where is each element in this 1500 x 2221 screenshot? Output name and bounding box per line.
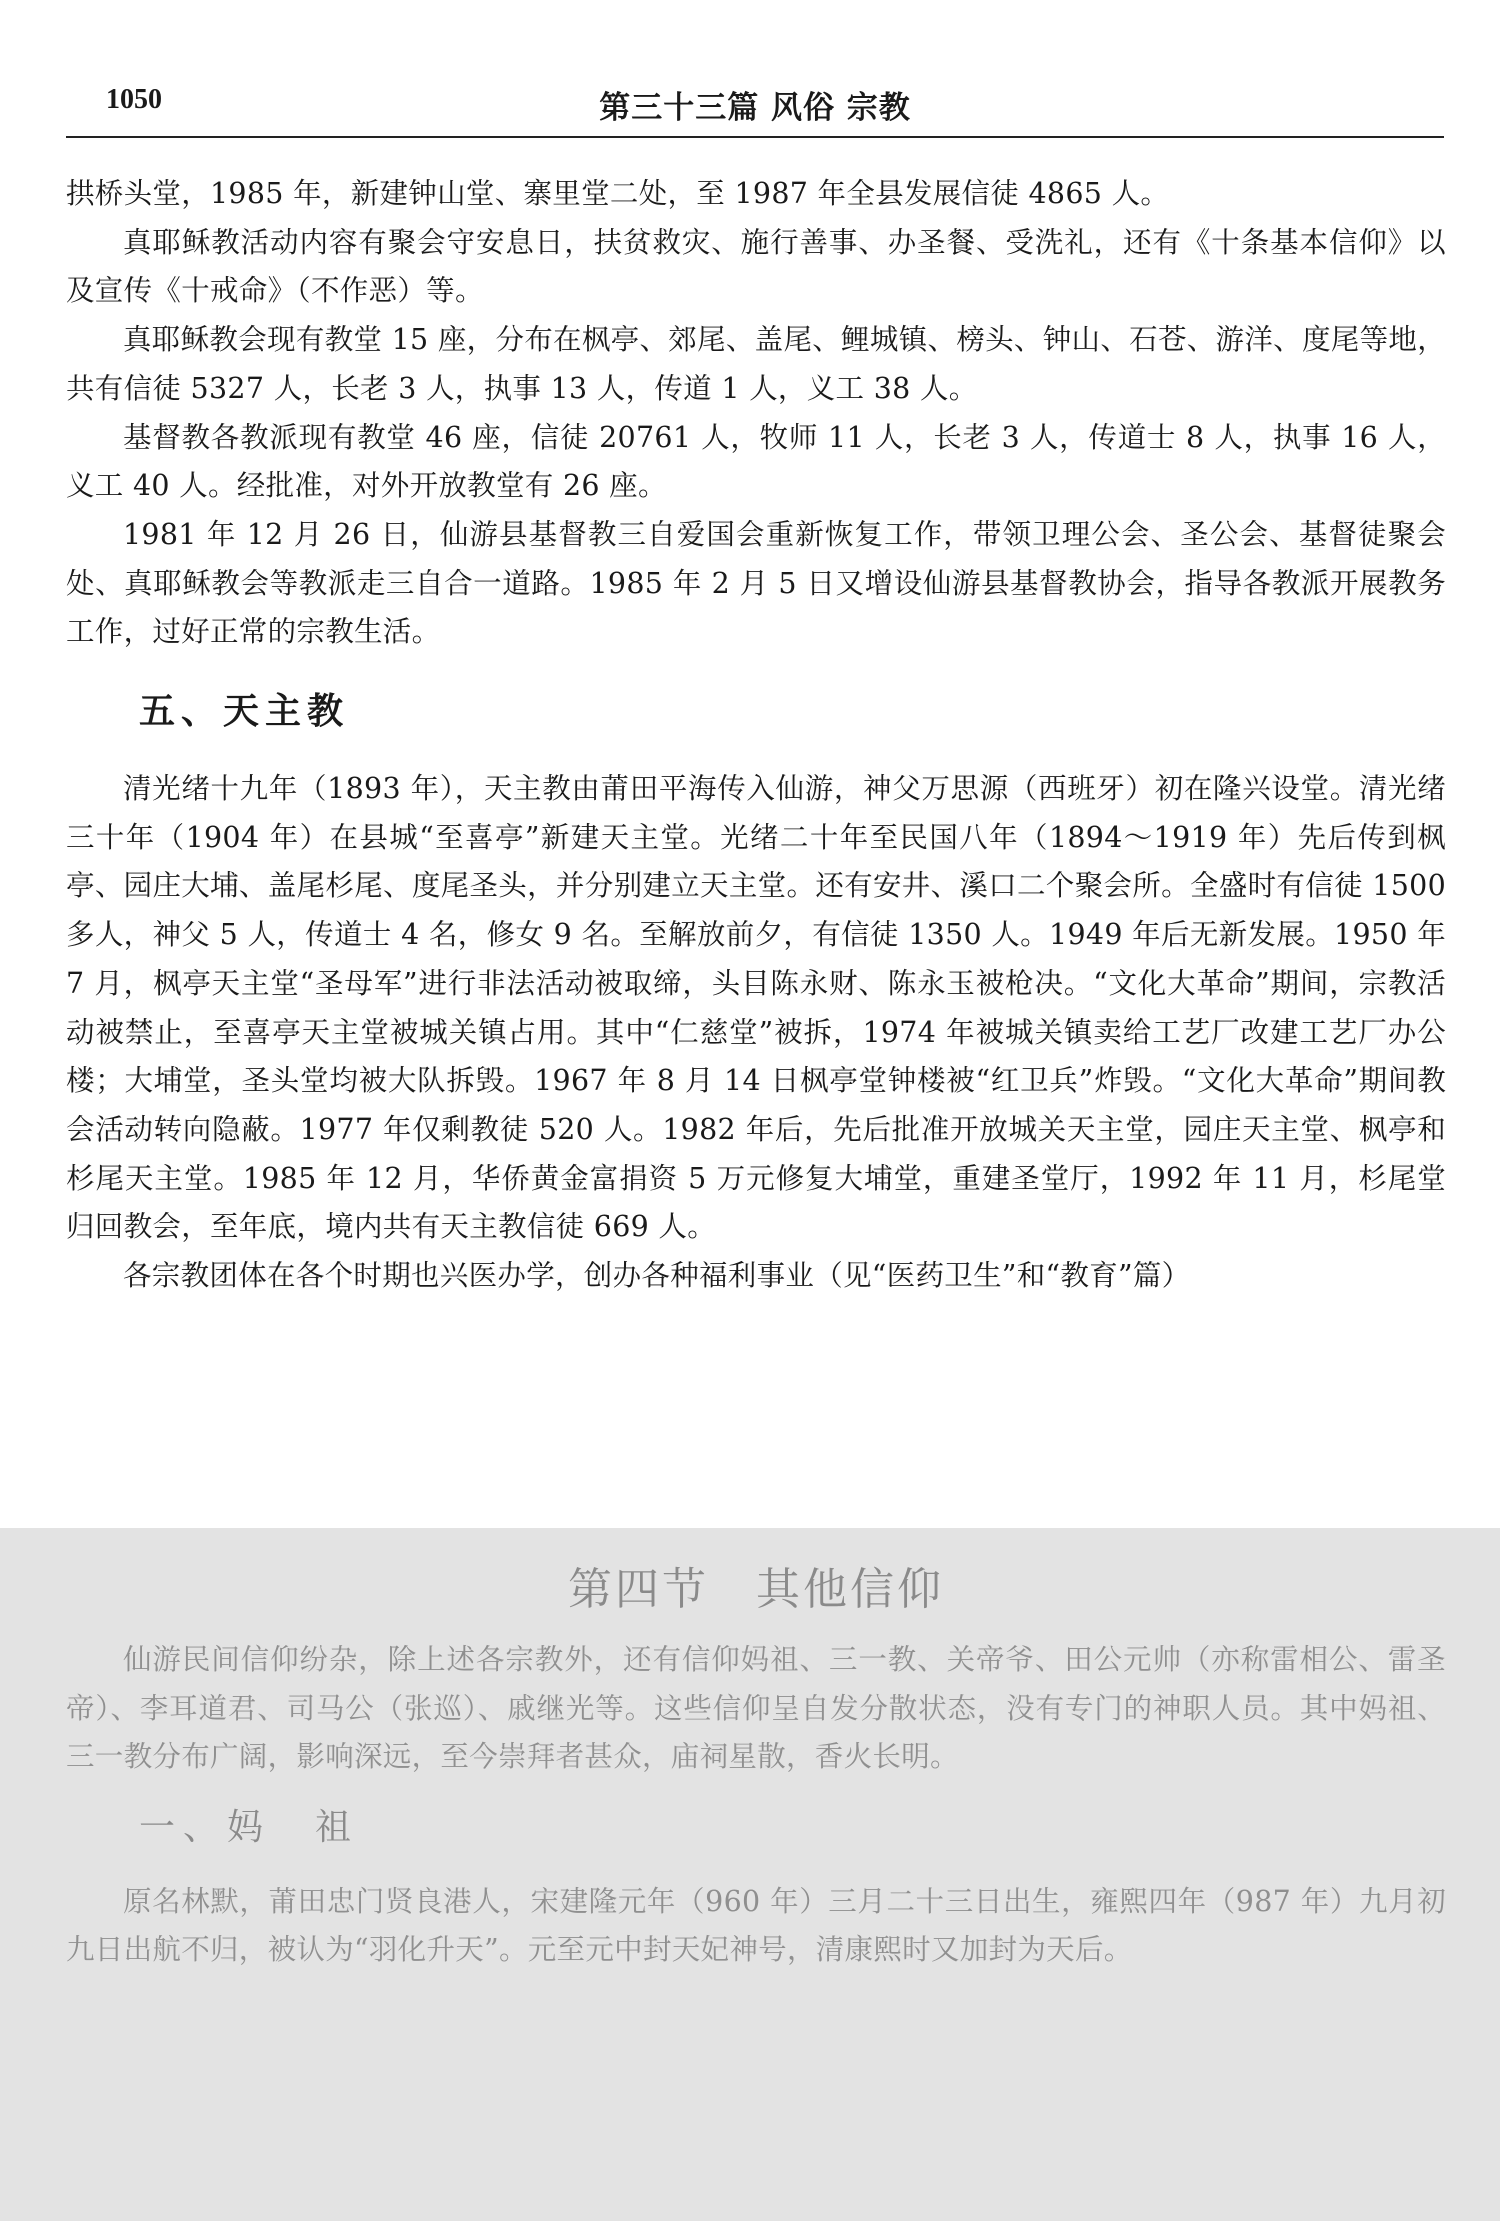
paragraph: 清光绪十九年（1893 年），天主教由莆田平海传入仙游，神父万思源（西班牙）初在隆兴设堂。清光绪三十年（1904 年）在县城“至喜亭”新建天主堂。光绪二十年至民国八年（1894～1919 年）先后传到枫亭、园庄大埔、盖尾杉尾、度尾圣头，并分别建立天主堂。还有安井、溪口二个聚会所。全盛时有信徒 1500 多人，神父 5 人，传道士 4 名，修女 9 名。至解放前夕，有信徒 1350 人。1949 年后无新发展。1950 年 7 月，枫亭天主堂“圣母军”进行非法活动被取缔，头目陈永财、陈永玉被枪决。“文化大革命”期间，宗教活动被禁止，至喜亭天主堂被城关镇占用。其中“仁慈堂”被拆，1974 年被城关镇卖给工艺厂改建工艺厂办公楼；大埔堂，圣头堂均被大队拆毁。1967 年 8 月 14 日枫亭堂钟楼被“红卫兵”炸毁。“文化大革命”期间教会活动转向隐蔽。1977 年仅剩教徒 520 人。1982 年后，先后批准开放城关天主堂，园庄天主堂、枫亭和杉尾天主堂。1985 年 12 月，华侨黄金富捐资 5 万元修复大埔堂，重建圣堂厅，1992 年 11 月，杉尾堂归回教会，至年底，境内共有天主教信徒 669 人。 [66,772,1446,1244]
paragraph: 拱桥头堂，1985 年，新建钟山堂、寨里堂二处，至 1987 年全县发展信徒 4865 人。 [66,177,1170,210]
paragraph: 仙游民间信仰纷杂，除上述各宗教外，还有信仰妈祖、三一教、关帝爷、田公元帅（亦称雷相公、雷圣帝）、李耳道君、司马公（张巡）、戚继光等。这些信仰呈自发分散状态，没有专门的神职人员。其中妈祖、三一教分布广阔，影响深远，至今崇拜者甚众，庙祠星散，香火长明。 [66,1643,1446,1773]
paragraph: 真耶稣教会现有教堂 15 座，分布在枫亭、郊尾、盖尾、鲤城镇、榜头、钟山、石苍、游洋、度尾等地，共有信徒 5327 人，长老 3 人，执事 13 人，传道 1 人，义工 38 人。 [66,323,1446,405]
paragraph: 1981 年 12 月 26 日，仙游县基督教三自爱国会重新恢复工作，带领卫理公会、圣公会、基督徒聚会处、真耶稣教会等教派走三自合一道路。1985 年 2 月 5 日又增设仙游县基督教协会，指导各教派开展教务工作，过好正常的宗教生活。 [66,517,1446,649]
shaded-section [66,1548,1446,1975]
section-title-other-beliefs: 第四节 其他信仰 [568,1564,944,1615]
paragraph: 各宗教团体在各个时期也兴医办学，创办各种福利事业（见“医药卫生”和“教育”篇） [123,1259,1191,1293]
paragraph: 基督教各教派现有教堂 46 座，信徒 20761 人，牧师 11 人，长老 3 人，传道士 8 人，执事 16 人，义工 40 人。经批准，对外开放教堂有 26 座。 [66,420,1446,503]
page-number: 1050 [106,84,162,115]
section-heading-catholic: 五、天主教 [139,690,350,733]
running-title: 第三十三篇 风俗 宗教 [599,90,911,126]
paragraph: 原名林默，莆田忠门贤良港人，宋建隆元年（960 年）三月二十三日出生，雍熙四年（987 年）九月初九日出航不归，被认为“羽化升天”。元至元中封天妃神号，清康熙时又加封为天后。 [66,1884,1446,1966]
paragraph: 真耶稣教活动内容有聚会守安息日，扶贫救灾、施行善事、办圣餐、受洗礼，还有《十条基本信仰》以及宣传《十戒命》（不作恶）等。 [66,225,1446,308]
main-text [66,170,1446,1301]
subsection-heading-mazu: 一、妈 祖 [139,1806,360,1848]
page-header [66,82,1444,138]
